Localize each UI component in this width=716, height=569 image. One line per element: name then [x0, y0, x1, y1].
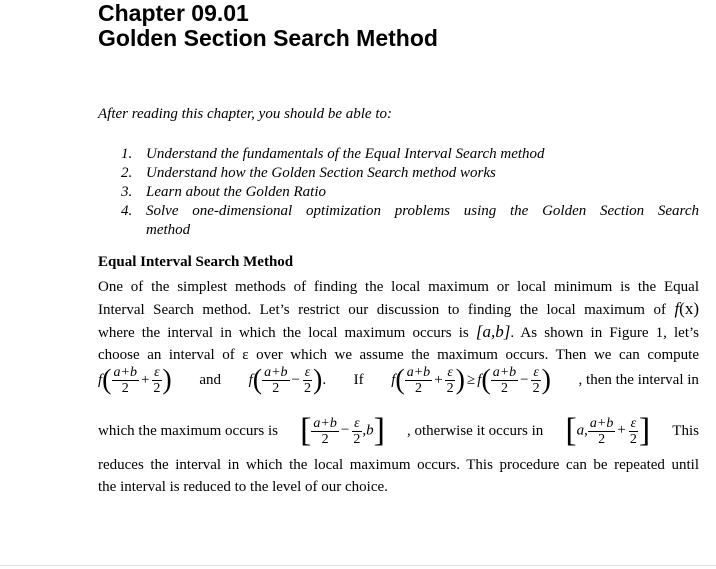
body-text: , then the interval in	[578, 372, 699, 388]
operator: −	[340, 422, 350, 439]
paren-close: )	[313, 364, 323, 396]
body-text: which the maximum occurs is	[98, 422, 278, 439]
math-fx-arg: (x)	[679, 299, 699, 318]
bracket-close: ]	[373, 412, 385, 449]
paren-close: )	[541, 364, 551, 396]
math-f: f	[391, 371, 396, 388]
numerator: ε	[533, 365, 539, 380]
body-text: This	[672, 422, 699, 439]
objective-text-continuation: method	[146, 222, 191, 238]
numerator: a+b	[589, 415, 614, 431]
expr-f-minus: f( $\frac{a+b}{2}$ − $\frac{\varepsilon}{2}$ ).	[248, 364, 327, 396]
objective-number: 3.	[121, 184, 133, 200]
objective-text	[146, 202, 699, 240]
denominator: 2	[446, 381, 454, 396]
objective-number: 1.	[121, 146, 133, 162]
paren-open: (	[395, 364, 405, 396]
operator: −	[520, 371, 529, 388]
body-paragraph-end	[98, 454, 699, 498]
body-line: reduces the interval in which the local maximum occurs. This procedure can be repeated until	[98, 457, 699, 473]
chapter-number: Chapter 09.01	[98, 0, 249, 26]
denominator: 2	[629, 431, 637, 447]
denominator: 2	[304, 381, 311, 396]
body-text: If	[353, 372, 364, 388]
operator-ge: ≥	[466, 371, 476, 388]
body-paragraph	[98, 276, 699, 366]
numerator: a+b	[406, 365, 431, 380]
objective-text: Learn about the Golden Ratio	[146, 184, 326, 200]
operator: +	[434, 371, 443, 388]
numerator: ε	[630, 415, 637, 431]
numerator: a+b	[264, 365, 288, 380]
body-text: Interval Search method. Let’s restrict our discussion to finding the local maximum of	[98, 302, 666, 318]
numerator: ε	[447, 365, 453, 380]
math-f: f	[477, 371, 482, 388]
objective-text: Understand the fundamentals of the Equal Interval Search method	[146, 146, 545, 162]
fraction	[112, 365, 139, 396]
fraction	[628, 416, 639, 447]
body-line: choose an interval of ε over which we assume the maximum occurs. Then we can compute	[98, 347, 699, 363]
objectives-intro: After reading this chapter, you should be able to:	[98, 106, 392, 122]
body-line	[98, 321, 699, 344]
objective-item	[121, 145, 699, 164]
numerator: a+b	[313, 415, 337, 431]
section-heading: Equal Interval Search Method	[98, 254, 294, 270]
objective-text: Understand how the Golden Section Search method works	[146, 165, 496, 181]
body-text: and	[199, 372, 221, 388]
denominator: 2	[353, 431, 361, 447]
expr-interval-right	[565, 414, 650, 448]
math-b: b	[366, 422, 374, 439]
body-text: , otherwise it occurs in	[407, 422, 544, 439]
math-f: f	[248, 371, 253, 388]
paren-open: (	[102, 364, 112, 396]
body-line: the interval is reduced to the level of our choice.	[98, 479, 388, 495]
formula-line	[98, 365, 699, 396]
denominator: 2	[321, 431, 329, 447]
operator: +	[617, 422, 626, 439]
denominator: 2	[272, 381, 280, 396]
formula-line	[98, 414, 699, 448]
page-bottom-rule	[0, 565, 716, 566]
comma: ,	[584, 422, 588, 439]
paren-open: (	[481, 364, 491, 396]
numerator: a+b	[492, 365, 517, 380]
fraction	[262, 365, 289, 396]
paren-open: (	[252, 364, 263, 396]
objectives-list	[121, 145, 699, 240]
math-interval-ab: [a,b]	[475, 322, 511, 341]
fraction	[491, 365, 518, 396]
objective-item	[121, 183, 699, 202]
denominator: 2	[414, 381, 422, 396]
comma: ,	[362, 422, 367, 439]
operator: +	[140, 371, 150, 388]
bracket-open: [	[300, 412, 312, 449]
body-text: where the interval in which the local maximum occurs is	[98, 325, 469, 341]
paren-close: )	[455, 364, 465, 396]
objective-number: 2.	[121, 165, 133, 181]
objective-number: 4.	[121, 203, 133, 219]
denominator: 2	[121, 381, 129, 396]
numerator: a+b	[113, 365, 137, 380]
expr-inequality	[391, 365, 551, 396]
numerator: ε	[304, 365, 311, 380]
operator: −	[291, 371, 300, 388]
math-f: f	[98, 371, 103, 388]
body-text: . As shown in Figure 1, let’s	[510, 325, 700, 341]
math-a: a	[576, 422, 585, 439]
objective-text-line: Solve one-dimensional optimization problems using the Golden Section Search	[146, 203, 699, 219]
fraction	[531, 365, 542, 396]
paren-close: )	[162, 364, 172, 396]
fraction	[151, 365, 162, 396]
bracket-close: ]	[638, 412, 651, 449]
expr-f-plus	[98, 365, 172, 396]
chapter-title: Golden Section Search Method	[98, 25, 438, 51]
objective-item	[121, 164, 699, 183]
bracket-open: [	[565, 412, 577, 449]
denominator: 2	[153, 381, 161, 396]
math-f: f	[674, 299, 680, 318]
denominator: 2	[532, 381, 540, 396]
objective-item	[121, 202, 699, 240]
fraction	[445, 365, 456, 396]
fraction	[351, 416, 362, 447]
body-line	[98, 298, 699, 321]
fraction	[311, 416, 338, 447]
fraction	[405, 365, 432, 396]
fraction	[588, 416, 615, 447]
denominator: 2	[598, 431, 606, 447]
expr-interval-left	[300, 414, 385, 448]
fraction	[302, 365, 313, 396]
denominator: 2	[500, 381, 508, 396]
body-line: One of the simplest methods of finding the local maximum or local minimum is the Equal	[98, 279, 699, 295]
numerator: ε	[354, 415, 360, 431]
numerator: ε	[154, 365, 160, 380]
